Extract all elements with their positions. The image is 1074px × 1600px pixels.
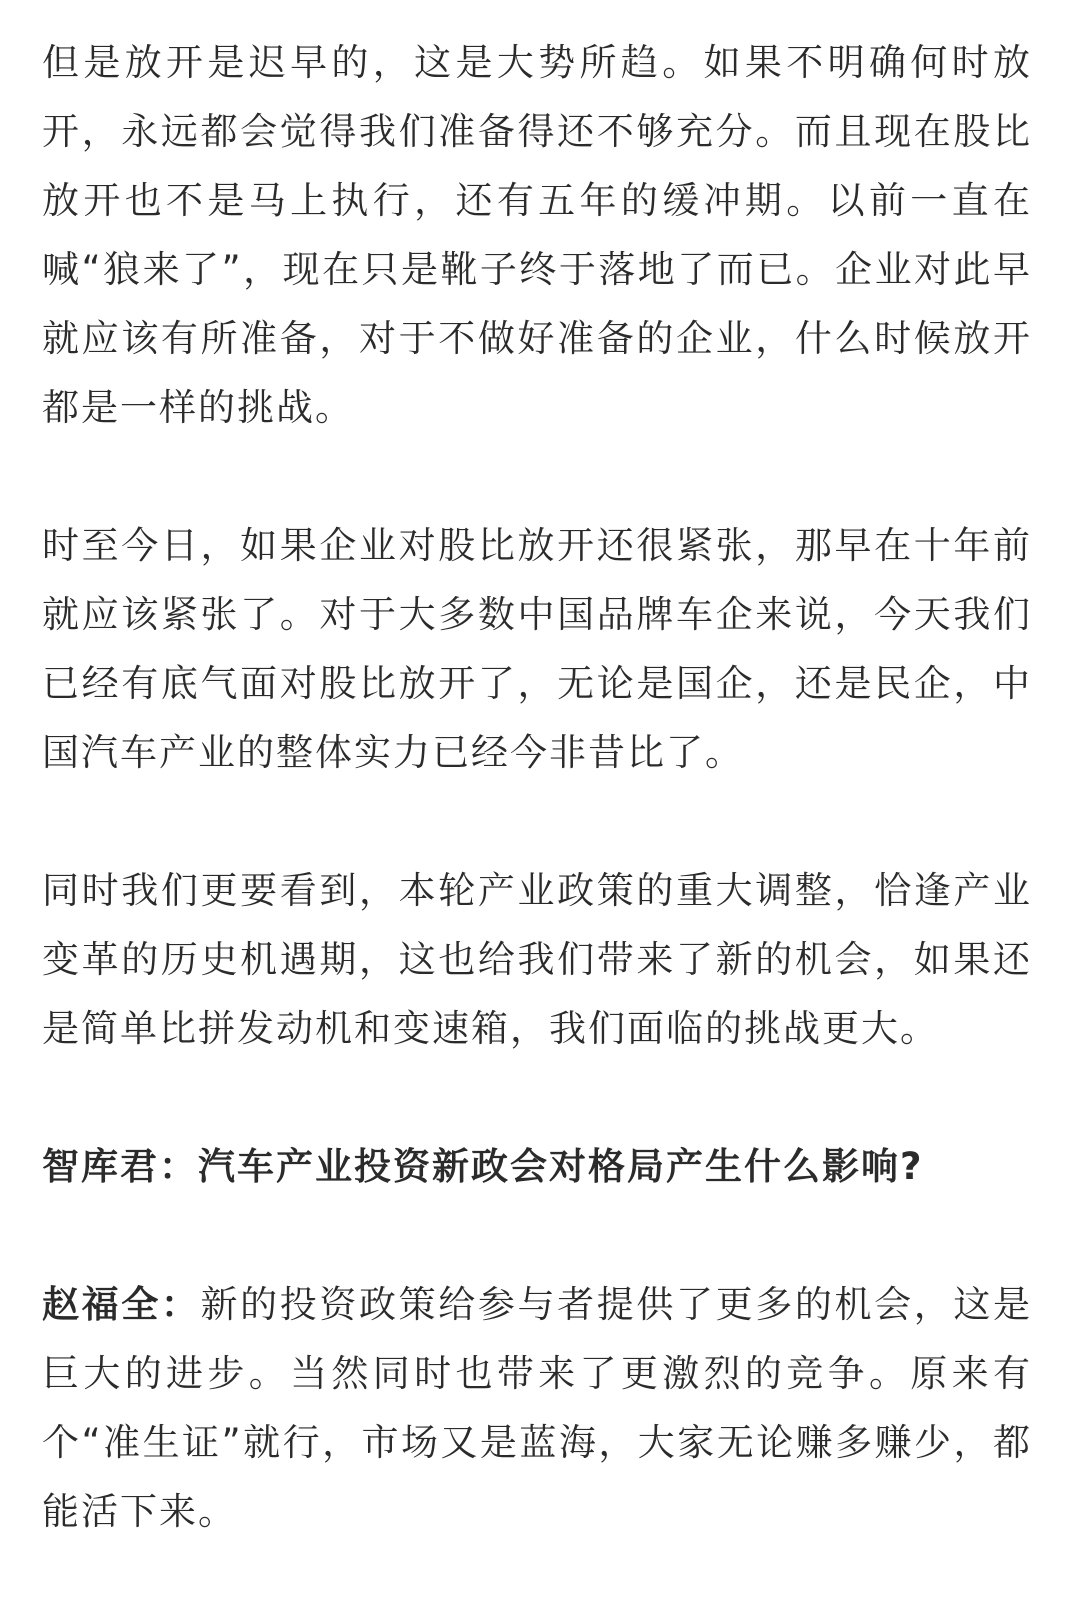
- paragraph-gap: [42, 1063, 1032, 1132]
- paragraph-1: 但是放开是迟早的，这是大势所趋。如果不明确何时放开，永远都会觉得我们准备得还不够充分。而且现在股比放开也不是马上执行，还有五年的缓冲期。以前一直在喊“狼来了”，现在只是靴子终于落地了而已。企业对此早就应该有所准备，对于不做好准备的企业，什么时候放开都是一样的挑战。: [42, 41, 1032, 429]
- paragraph-2: 时至今日，如果企业对股比放开还很紧张，那早在十年前就应该紧张了。对于大多数中国品牌车企来说，今天我们已经有底气面对股比放开了，无论是国企，还是民企，中国汽车产业的整体实力已经今非昔比了。: [42, 524, 1032, 774]
- answer-speaker: 赵福全：: [42, 1283, 201, 1326]
- interview-question: [42, 1132, 1032, 1201]
- question-speaker: 智库君：: [42, 1145, 198, 1188]
- answer-text: 新的投资政策给参与者提供了更多的机会，这是巨大的进步。当然同时也带来了更激烈的竞争。原来有个“准生证”就行，市场又是蓝海，大家无论赚多赚少，都能活下来。: [42, 1283, 1032, 1533]
- paragraph-3: 同时我们更要看到，本轮产业政策的重大调整，恰逢产业变革的历史机遇期，这也给我们带来了新的机会，如果还是简单比拼发动机和变速箱，我们面临的挑战更大。: [42, 869, 1032, 1050]
- paragraph-gap: [42, 1201, 1032, 1270]
- paragraph-gap: [42, 442, 1032, 511]
- question-text: 汽车产业投资新政会对格局产生什么影响?: [198, 1145, 924, 1188]
- article-body: [42, 28, 1032, 1546]
- paragraph-gap: [42, 787, 1032, 856]
- interview-answer: [42, 1270, 1032, 1546]
